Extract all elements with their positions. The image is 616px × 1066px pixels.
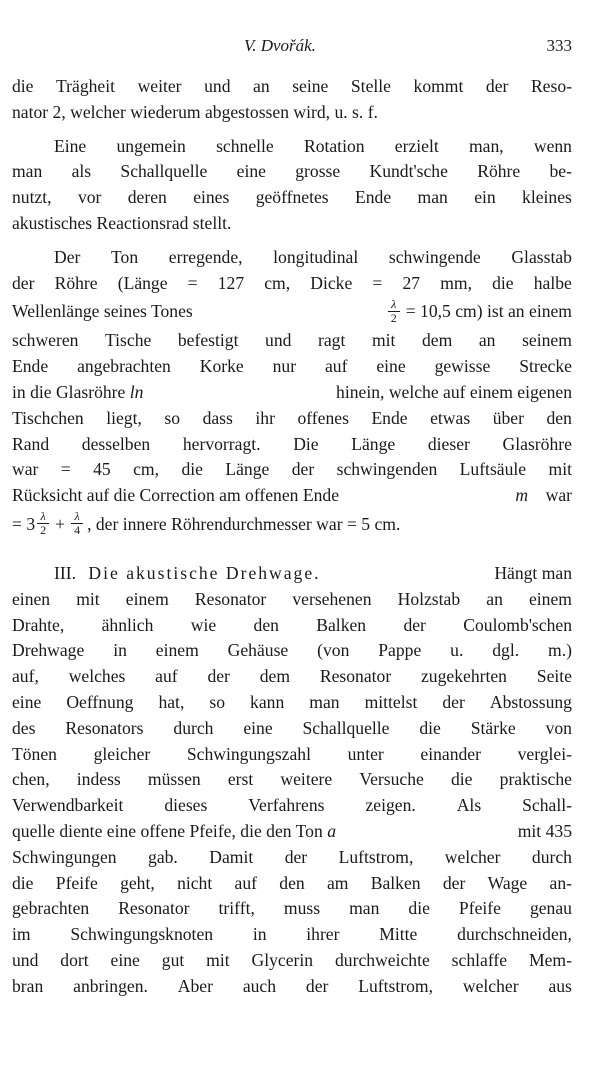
word: Damit bbox=[209, 846, 254, 867]
text-fragment: Wellenlänge seines Tones bbox=[12, 301, 193, 322]
header-author: V. Dvořák. bbox=[244, 36, 316, 55]
word: Abstossung bbox=[489, 691, 572, 712]
word: Röhre bbox=[54, 272, 98, 293]
text-line bbox=[12, 922, 572, 948]
word: war bbox=[12, 459, 39, 480]
word: Gehäuse bbox=[227, 640, 289, 661]
word: Aber bbox=[177, 975, 213, 996]
word: eines bbox=[193, 187, 230, 208]
word: der bbox=[403, 614, 426, 635]
plus-sign: + bbox=[55, 514, 66, 535]
word: mit bbox=[548, 459, 572, 480]
word: offenes bbox=[297, 407, 349, 428]
word: anbringen. bbox=[73, 975, 148, 996]
word: Balken bbox=[370, 872, 421, 893]
page-number: 333 bbox=[546, 36, 572, 55]
word: Schwingungsknoten bbox=[70, 924, 214, 945]
word: kann bbox=[250, 691, 285, 712]
word: der bbox=[485, 76, 509, 96]
word: verglei- bbox=[517, 743, 572, 764]
word: man bbox=[309, 691, 340, 712]
word: Rand bbox=[12, 433, 50, 454]
fraction-denominator: 4 bbox=[74, 523, 81, 538]
text-line bbox=[12, 354, 572, 380]
word: der bbox=[291, 459, 315, 480]
fraction-denominator: 2 bbox=[390, 310, 397, 325]
text-line-content: akustisches Reactionsrad stellt. bbox=[12, 212, 232, 233]
word: schwingende bbox=[388, 246, 481, 267]
italic-symbol: a bbox=[327, 820, 336, 841]
word: Tischchen bbox=[12, 407, 84, 428]
word: man, bbox=[468, 135, 504, 156]
word: zeigen. bbox=[365, 795, 416, 816]
text-fragment bbox=[12, 819, 336, 845]
word: des bbox=[12, 717, 36, 738]
text-line bbox=[12, 271, 572, 297]
text-line bbox=[12, 587, 572, 613]
word: weiter bbox=[137, 76, 182, 96]
word: cm, bbox=[133, 459, 160, 480]
text-fragment: mit 435 bbox=[517, 820, 572, 841]
fraction-numerator: λ bbox=[74, 509, 80, 524]
word: und bbox=[12, 949, 39, 970]
word: Ende bbox=[12, 356, 49, 377]
paragraph-3 bbox=[12, 245, 572, 541]
word: ihrer bbox=[306, 924, 340, 945]
text-line bbox=[12, 328, 572, 354]
word: der bbox=[12, 272, 35, 293]
text-fragment: = 10,5 cm) ist an einem bbox=[405, 301, 572, 322]
word: Schallquelle bbox=[120, 161, 208, 182]
word: Luftstrom, bbox=[358, 975, 434, 996]
word: deren bbox=[127, 187, 167, 208]
word: der bbox=[207, 666, 230, 687]
section-number: III. bbox=[54, 562, 76, 583]
word: durch bbox=[531, 846, 572, 867]
word: mit bbox=[371, 330, 396, 351]
word: 27 bbox=[402, 272, 421, 293]
text-fragment: Hängt man bbox=[494, 562, 572, 583]
word: erzielt bbox=[394, 135, 439, 156]
word: an bbox=[478, 330, 496, 351]
word: Korke bbox=[199, 356, 244, 377]
text-fragment: quelle diente eine offene Pfeife, die den Ton bbox=[12, 820, 323, 841]
section-title: Die akustische Drehwage. bbox=[88, 562, 321, 583]
word: Länge bbox=[225, 459, 270, 480]
word: wie bbox=[190, 614, 217, 635]
word: man bbox=[349, 898, 380, 919]
fraction bbox=[37, 511, 49, 536]
word: angebrachten bbox=[77, 356, 171, 377]
text-line bbox=[12, 561, 572, 587]
word: seine bbox=[292, 76, 329, 96]
word: = bbox=[60, 459, 71, 480]
word: Dicke bbox=[310, 272, 353, 293]
word: schweren bbox=[12, 330, 79, 351]
word: in bbox=[113, 640, 127, 661]
word: Resonator bbox=[319, 666, 392, 687]
word: Verwendbarkeit bbox=[12, 795, 124, 816]
word: am bbox=[326, 872, 349, 893]
word: erst bbox=[227, 769, 254, 790]
word: Verfahrens bbox=[248, 795, 325, 816]
word: genau bbox=[529, 898, 572, 919]
word: durchweichte bbox=[335, 949, 430, 970]
word: einem bbox=[125, 588, 169, 609]
word: ragt bbox=[318, 330, 346, 351]
word: Reso- bbox=[530, 76, 572, 96]
word: cm, bbox=[264, 272, 291, 293]
word: auf, bbox=[12, 666, 39, 687]
text-fragment bbox=[515, 483, 572, 509]
word: (Länge bbox=[117, 272, 168, 293]
text-fragment: in die Glasröhre bbox=[12, 381, 126, 402]
word: den bbox=[546, 407, 572, 428]
word: seinem bbox=[522, 330, 572, 351]
word: Resonator bbox=[118, 898, 190, 919]
word: einen bbox=[12, 588, 51, 609]
word: kleines bbox=[522, 187, 572, 208]
word: gewisse bbox=[434, 356, 491, 377]
word: so bbox=[209, 691, 226, 712]
word: und bbox=[204, 76, 231, 96]
word: Ende bbox=[371, 407, 408, 428]
word: Pfeife bbox=[55, 872, 98, 893]
word: Luftsäule bbox=[459, 459, 527, 480]
word: unter bbox=[347, 743, 384, 764]
word: an bbox=[486, 588, 503, 609]
word: der bbox=[284, 846, 308, 867]
text-fragment bbox=[12, 380, 143, 406]
text-line bbox=[12, 716, 572, 742]
word: dgl. bbox=[492, 640, 520, 661]
word: schnelle bbox=[216, 135, 274, 156]
fraction-denominator: 2 bbox=[40, 523, 47, 538]
word: die bbox=[12, 76, 34, 96]
text-line bbox=[12, 613, 572, 639]
fraction bbox=[71, 511, 83, 536]
word: liegt, bbox=[106, 407, 142, 428]
word: Coulomb'schen bbox=[463, 614, 572, 635]
paragraph-2 bbox=[12, 134, 572, 237]
word: dieser bbox=[427, 433, 470, 454]
word: mit bbox=[76, 588, 100, 609]
word: versehenen bbox=[292, 588, 372, 609]
word: 45 bbox=[93, 459, 111, 480]
italic-symbol: ln bbox=[129, 381, 144, 402]
word: Ende bbox=[355, 187, 392, 208]
text-line bbox=[12, 871, 572, 897]
word: longitudinal bbox=[273, 246, 359, 267]
word: auf bbox=[155, 666, 178, 687]
word: den bbox=[279, 872, 305, 893]
word: man bbox=[12, 161, 43, 182]
word: der bbox=[442, 872, 466, 893]
word: Glycerin bbox=[251, 949, 314, 970]
text-fragment: Rücksicht auf die Correction am offenen Ende bbox=[12, 485, 340, 506]
word: eine bbox=[12, 691, 42, 712]
text-line bbox=[12, 664, 572, 690]
word: einander bbox=[420, 743, 481, 764]
word: auf bbox=[324, 356, 348, 377]
word: müssen bbox=[147, 769, 201, 790]
word: eine bbox=[236, 161, 266, 182]
text-line bbox=[12, 185, 572, 211]
word: welcher bbox=[444, 846, 501, 867]
text-fragment: , der innere Röhrendurchmesser war = 5 cm. bbox=[87, 514, 401, 535]
word: an- bbox=[549, 872, 572, 893]
word: bran bbox=[12, 975, 44, 996]
word: Schall- bbox=[522, 795, 572, 816]
text-line bbox=[12, 245, 572, 271]
word: Drahte, bbox=[12, 614, 65, 635]
word: Als bbox=[456, 795, 482, 816]
text-fragment: war bbox=[545, 485, 572, 506]
section-drehwage bbox=[12, 561, 572, 1000]
formula-half-wavelength bbox=[386, 296, 572, 325]
word: dieses bbox=[164, 795, 208, 816]
text-line bbox=[12, 845, 572, 871]
text-line bbox=[12, 100, 572, 126]
word: und bbox=[265, 330, 292, 351]
text-line bbox=[12, 638, 572, 664]
word: welches bbox=[68, 666, 126, 687]
word: dass bbox=[202, 407, 233, 428]
word: Pfeife bbox=[458, 898, 501, 919]
word: der bbox=[305, 975, 329, 996]
word: Kundt'sche bbox=[369, 161, 448, 182]
word: in bbox=[252, 924, 267, 945]
word: ein bbox=[474, 187, 496, 208]
word: grosse bbox=[295, 161, 341, 182]
word: Seite bbox=[536, 666, 572, 687]
word: von bbox=[545, 717, 572, 738]
word: halbe bbox=[533, 272, 572, 293]
word: hat, bbox=[158, 691, 185, 712]
word: nur bbox=[272, 356, 297, 377]
paragraph-1 bbox=[12, 74, 572, 126]
word: zugekehrten bbox=[421, 666, 507, 687]
text-line bbox=[12, 690, 572, 716]
word: trifft, bbox=[218, 898, 255, 919]
word: als bbox=[71, 161, 92, 182]
word: Holzstab bbox=[397, 588, 461, 609]
word: muss bbox=[283, 898, 321, 919]
word: Drehwage bbox=[12, 640, 85, 661]
text-line bbox=[12, 896, 572, 922]
word: die bbox=[419, 717, 441, 738]
italic-symbol: m bbox=[515, 485, 529, 506]
text-line bbox=[12, 406, 572, 432]
word: auf bbox=[234, 872, 257, 893]
word: aus bbox=[548, 975, 572, 996]
word: Tönen bbox=[12, 743, 57, 764]
word: eine bbox=[376, 356, 406, 377]
word: etwas bbox=[430, 407, 471, 428]
word: die bbox=[181, 459, 203, 480]
word: geht, bbox=[120, 872, 155, 893]
text-line bbox=[12, 974, 572, 1000]
word: schwingenden bbox=[336, 459, 438, 480]
word: vor bbox=[77, 187, 102, 208]
word: Schallquelle bbox=[302, 717, 390, 738]
text-line bbox=[12, 211, 572, 237]
word: Resonator bbox=[194, 588, 267, 609]
word: einem bbox=[155, 640, 199, 661]
word: kommt bbox=[413, 76, 464, 96]
text-line bbox=[12, 74, 572, 100]
text-line bbox=[12, 819, 572, 845]
word: die bbox=[408, 898, 430, 919]
word: Versuche bbox=[359, 769, 424, 790]
word: geöffnetes bbox=[255, 187, 329, 208]
word: = bbox=[372, 272, 383, 293]
word: gleicher bbox=[93, 743, 151, 764]
word: gut bbox=[161, 949, 185, 970]
word: chen, bbox=[12, 769, 50, 790]
word: Mitte bbox=[379, 924, 418, 945]
running-header bbox=[12, 36, 572, 58]
text-line bbox=[12, 509, 572, 541]
fraction-numerator: λ bbox=[391, 296, 397, 311]
text-line bbox=[12, 134, 572, 160]
word: den bbox=[253, 614, 279, 635]
text-line bbox=[12, 296, 572, 328]
word: gebrachten bbox=[12, 898, 90, 919]
word: Der bbox=[54, 246, 81, 267]
word: der bbox=[442, 691, 465, 712]
word: durch bbox=[173, 717, 214, 738]
word: Oeffnung bbox=[66, 691, 134, 712]
word: dem bbox=[259, 666, 291, 687]
word: Balken bbox=[316, 614, 367, 635]
text-line bbox=[12, 948, 572, 974]
word: (von bbox=[317, 640, 350, 661]
word: praktische bbox=[499, 769, 572, 790]
word: an bbox=[253, 76, 270, 96]
word: Rotation bbox=[303, 135, 365, 156]
word: Länge bbox=[351, 433, 396, 454]
word: die bbox=[451, 769, 473, 790]
word: dort bbox=[60, 949, 89, 970]
word: man bbox=[417, 187, 448, 208]
word: Röhre bbox=[477, 161, 521, 182]
word: wenn bbox=[533, 135, 572, 156]
word: Luftstrom, bbox=[338, 846, 414, 867]
word: nicht bbox=[177, 872, 213, 893]
word: Glasröhre bbox=[502, 433, 572, 454]
word: ihr bbox=[255, 407, 275, 428]
word: hervorragt. bbox=[182, 433, 261, 454]
word: erregende, bbox=[168, 246, 243, 267]
word: mm, bbox=[440, 272, 472, 293]
word: ungemein bbox=[116, 135, 186, 156]
text-line bbox=[12, 457, 572, 483]
text-line bbox=[12, 793, 572, 819]
word: Die bbox=[293, 433, 319, 454]
word: ähnlich bbox=[101, 614, 154, 635]
word: = bbox=[187, 272, 198, 293]
section-heading bbox=[12, 561, 321, 587]
word: desselben bbox=[81, 433, 151, 454]
word: mit bbox=[206, 949, 230, 970]
formula-correction bbox=[12, 509, 85, 538]
word: Trägheit bbox=[56, 76, 116, 96]
text-line bbox=[12, 380, 572, 406]
word: Glasstab bbox=[511, 246, 572, 267]
word: mittelst bbox=[364, 691, 418, 712]
word: Mem- bbox=[528, 949, 572, 970]
text-fragment: = 3 bbox=[12, 514, 36, 535]
body-text bbox=[12, 74, 572, 1000]
word: Pappe bbox=[378, 640, 422, 661]
word: auch bbox=[242, 975, 277, 996]
word: Resonators bbox=[65, 717, 144, 738]
text-line bbox=[12, 432, 572, 458]
word: welcher bbox=[462, 975, 519, 996]
word: Schwingungen bbox=[12, 846, 117, 867]
text-line-content: nator 2, welcher wiederum abgestossen wird, u. s. f. bbox=[12, 101, 378, 122]
word: im bbox=[12, 924, 31, 945]
word: Eine bbox=[54, 135, 87, 156]
word: Wage bbox=[487, 872, 528, 893]
text-line bbox=[12, 483, 572, 509]
word: Ton bbox=[111, 246, 139, 267]
word: u. bbox=[450, 640, 464, 661]
word: Schwingungszahl bbox=[186, 743, 311, 764]
text-line bbox=[12, 159, 572, 185]
word: Tische bbox=[105, 330, 152, 351]
word: be- bbox=[549, 161, 572, 182]
word: eine bbox=[110, 949, 140, 970]
word: 127 bbox=[217, 272, 245, 293]
word: über bbox=[492, 407, 524, 428]
word: Stelle bbox=[350, 76, 391, 96]
fraction bbox=[388, 296, 400, 325]
fraction-numerator: λ bbox=[40, 509, 46, 524]
word: gab. bbox=[148, 846, 178, 867]
word: die bbox=[492, 272, 514, 293]
word: eine bbox=[243, 717, 273, 738]
text-fragment: hinein, welche auf einem eigenen bbox=[336, 381, 572, 402]
word: Strecke bbox=[519, 356, 572, 377]
word: m.) bbox=[548, 640, 572, 661]
word: so bbox=[164, 407, 181, 428]
word: durchschneiden, bbox=[457, 924, 572, 945]
word: nutzt, bbox=[12, 187, 52, 208]
text-fragment bbox=[85, 512, 572, 538]
word: die bbox=[12, 872, 34, 893]
word: befestigt bbox=[177, 330, 239, 351]
word: schlaffe bbox=[451, 949, 508, 970]
word: indess bbox=[76, 769, 121, 790]
text-line bbox=[12, 742, 572, 768]
word: einem bbox=[528, 588, 572, 609]
word: dem bbox=[422, 330, 453, 351]
text-line bbox=[12, 767, 572, 793]
word: weitere bbox=[280, 769, 333, 790]
word: Stärke bbox=[470, 717, 516, 738]
